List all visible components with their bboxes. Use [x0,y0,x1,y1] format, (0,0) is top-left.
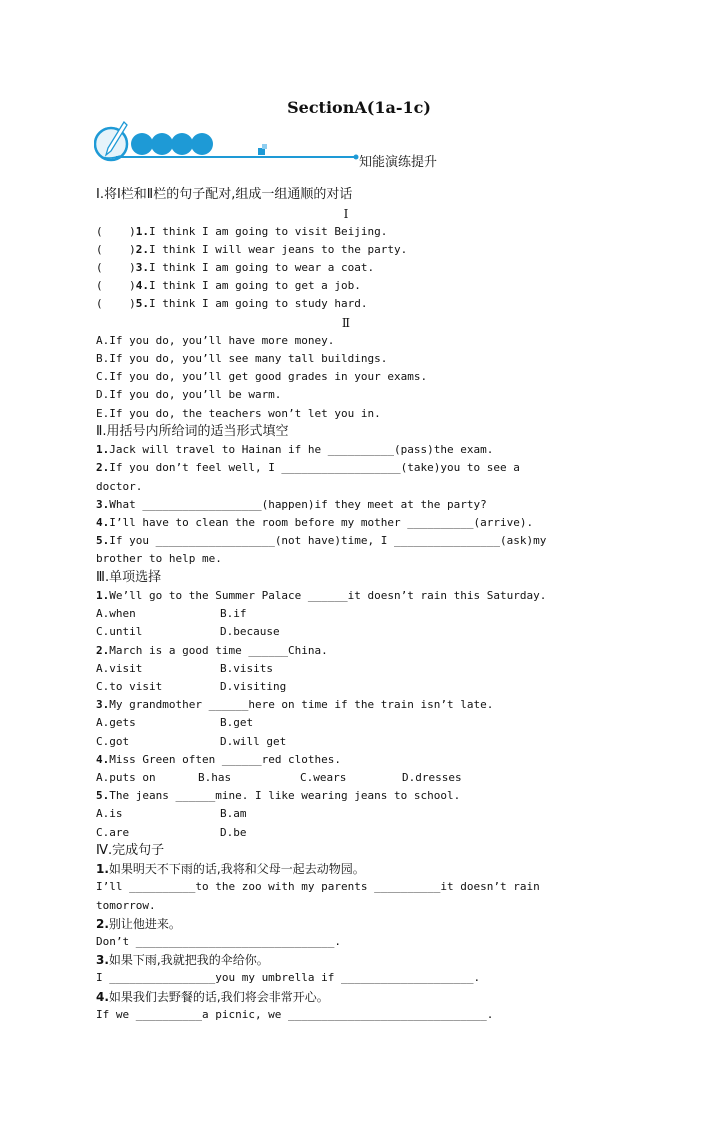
options-row [96,805,596,823]
dots-decoration-icon [131,133,213,155]
answer-paren: ( ) [96,261,136,275]
item-number: 5. [135,297,149,311]
option: D.will get [220,734,287,748]
option: B.get [220,716,254,730]
option: B.visits [220,661,273,675]
options-row [96,769,596,787]
option: A.puts on [96,770,156,784]
answer-paren: ( ) [96,297,136,311]
english-blank-line: I’ll __________to the zoo with my parents __________it doesn’t rain [96,880,540,894]
question-number: 1. [96,589,110,603]
question-text: My grandmother ______here on time if the train isn’t late. [109,698,494,712]
part1-answers [96,332,596,423]
part4-items [96,860,596,1024]
answer-paren: ( ) [96,242,136,256]
matching-item [96,277,596,295]
item-text: I think I am going to visit Beijing. [149,224,388,238]
item-number: 2. [135,242,149,256]
question-text: I’ll have to clean the room before my mother __________(arrive). [109,516,534,529]
question-text: doctor. [96,479,143,493]
matching-item [96,295,596,313]
option: B.if [220,607,247,621]
matching-item [96,223,596,241]
option: C.wears [300,770,347,784]
question-number: 4. [96,516,110,529]
english-blank-line: tomorrow. [96,898,156,912]
matching-answer: E.If you do, the teachers won’t let you in. [96,406,381,420]
banner-line-end-icon [354,155,359,160]
option: D.be [220,825,247,839]
question-number: 3. [96,953,109,968]
fill-in-line [96,514,596,532]
question-text: March is a good time ______China. [109,643,328,657]
page-title: SectionA(1a-1c) [287,98,431,117]
options-row [96,733,596,751]
part3-questions [96,587,596,842]
banner-label: 知能演练提升 [359,155,438,170]
chinese-sentence: 别让他进来。 [108,916,181,931]
option: D.because [220,625,280,639]
question-number: 3. [96,497,110,511]
item-text: I think I will wear jeans to the party. [149,242,408,256]
part1-heading: Ⅰ.将Ⅰ栏和Ⅱ栏的句子配对,组成一组通顺的对话 [96,187,353,202]
item-text: I think I am going to wear a coat. [149,261,375,275]
chinese-sentence: 如果明天不下雨的话,我将和父母一起去动物园。 [108,862,365,877]
translation-prompt [96,951,596,969]
matching-answer: C.If you do, you’ll get good grades in your exams. [96,370,428,384]
question-text: If you don’t feel well, I __________________(take)you to see a [109,461,520,475]
item-number: 3. [135,261,149,275]
question-text: What __________________(happen)if they meet at the party? [109,497,487,511]
answer-paren: ( ) [96,279,136,293]
option: A.when [96,607,136,621]
option: C.are [96,825,130,839]
question-number: 4. [96,752,110,766]
question-number: 4. [96,989,109,1004]
question-text: The jeans ______mine. I like wearing jeans to school. [109,789,461,803]
translation-prompt [96,860,596,878]
option: C.got [96,734,130,748]
option: B.has [198,770,232,784]
options-row [96,824,596,842]
question-text: We’ll go to the Summer Palace ______it doesn’t rain this Saturday. [109,589,547,603]
option: C.to visit [96,680,163,693]
chinese-sentence: 如果下雨,我就把我的伞给你。 [108,953,269,968]
question-number: 1. [96,862,109,877]
options-row [96,623,596,641]
option: A.visit [96,661,143,675]
fill-in-line [96,441,596,459]
translation-prompt [96,915,596,933]
item-text: I think I am going to study hard. [149,297,368,311]
question-number: 5. [96,789,110,803]
options-row [96,678,596,696]
question-number: 3. [96,698,110,712]
option: D.visiting [220,680,287,693]
choice-question [96,642,596,660]
question-number: 1. [96,443,110,457]
squares-decoration-icon [258,144,267,155]
part1-col1-label: Ⅰ [343,206,349,221]
option: A.gets [96,716,136,730]
option: D.dresses [402,770,462,784]
fill-in-line [96,532,596,550]
translation-prompt [96,988,596,1006]
english-blank-line: Don’t ______________________________. [96,934,342,948]
choice-question [96,751,596,769]
fill-in-line [96,459,596,477]
choice-question [96,696,596,714]
question-number: 5. [96,534,110,548]
english-blank-line: I ________________you my umbrella if ____________________. [96,971,481,985]
matching-answer: D.If you do, you’ll be warm. [96,388,282,402]
item-number: 4. [135,279,149,293]
fill-in-line [96,496,596,514]
options-row [96,714,596,732]
answer-paren: ( ) [96,224,136,238]
fill-in-line [96,550,596,568]
question-text: Miss Green often ______red clothes. [109,752,342,766]
question-number: 2. [96,643,110,657]
question-text: Jack will travel to Hainan if he __________(pass)the exam. [109,443,494,457]
matching-item [96,241,596,259]
choice-question [96,587,596,605]
options-row [96,660,596,678]
worksheet-content [96,186,596,1024]
question-text: If you __________________(not have)time, I ________________(ask)my [109,534,547,548]
option: C.until [96,625,143,639]
english-blank-line: If we __________a picnic, we ______________________________. [96,1007,494,1021]
pen-circle-icon [95,122,127,160]
option: A.is [96,807,123,821]
item-number: 1. [135,224,149,238]
question-number: 2. [96,916,109,931]
options-row [96,605,596,623]
choice-question [96,787,596,805]
fill-in-line [96,478,596,496]
question-text: brother to help me. [96,552,222,566]
option: B.am [220,807,247,821]
part1-items [96,223,596,314]
part2-lines [96,441,596,568]
matching-answer: A.If you do, you’ll have more money. [96,333,335,347]
item-text: I think I am going to get a job. [149,279,361,293]
part2-heading: Ⅱ.用括号内所给词的适当形式填空 [96,423,289,439]
part3-heading: Ⅲ.单项选择 [96,569,162,585]
part4-heading: Ⅳ.完成句子 [96,842,165,858]
matching-answer: B.If you do, you’ll see many tall buildings. [96,352,388,365]
chinese-sentence: 如果我们去野餐的话,我们将会非常开心。 [108,989,329,1004]
question-number: 2. [96,461,110,475]
part1-col2-label: Ⅱ [341,315,351,330]
matching-item [96,259,596,277]
